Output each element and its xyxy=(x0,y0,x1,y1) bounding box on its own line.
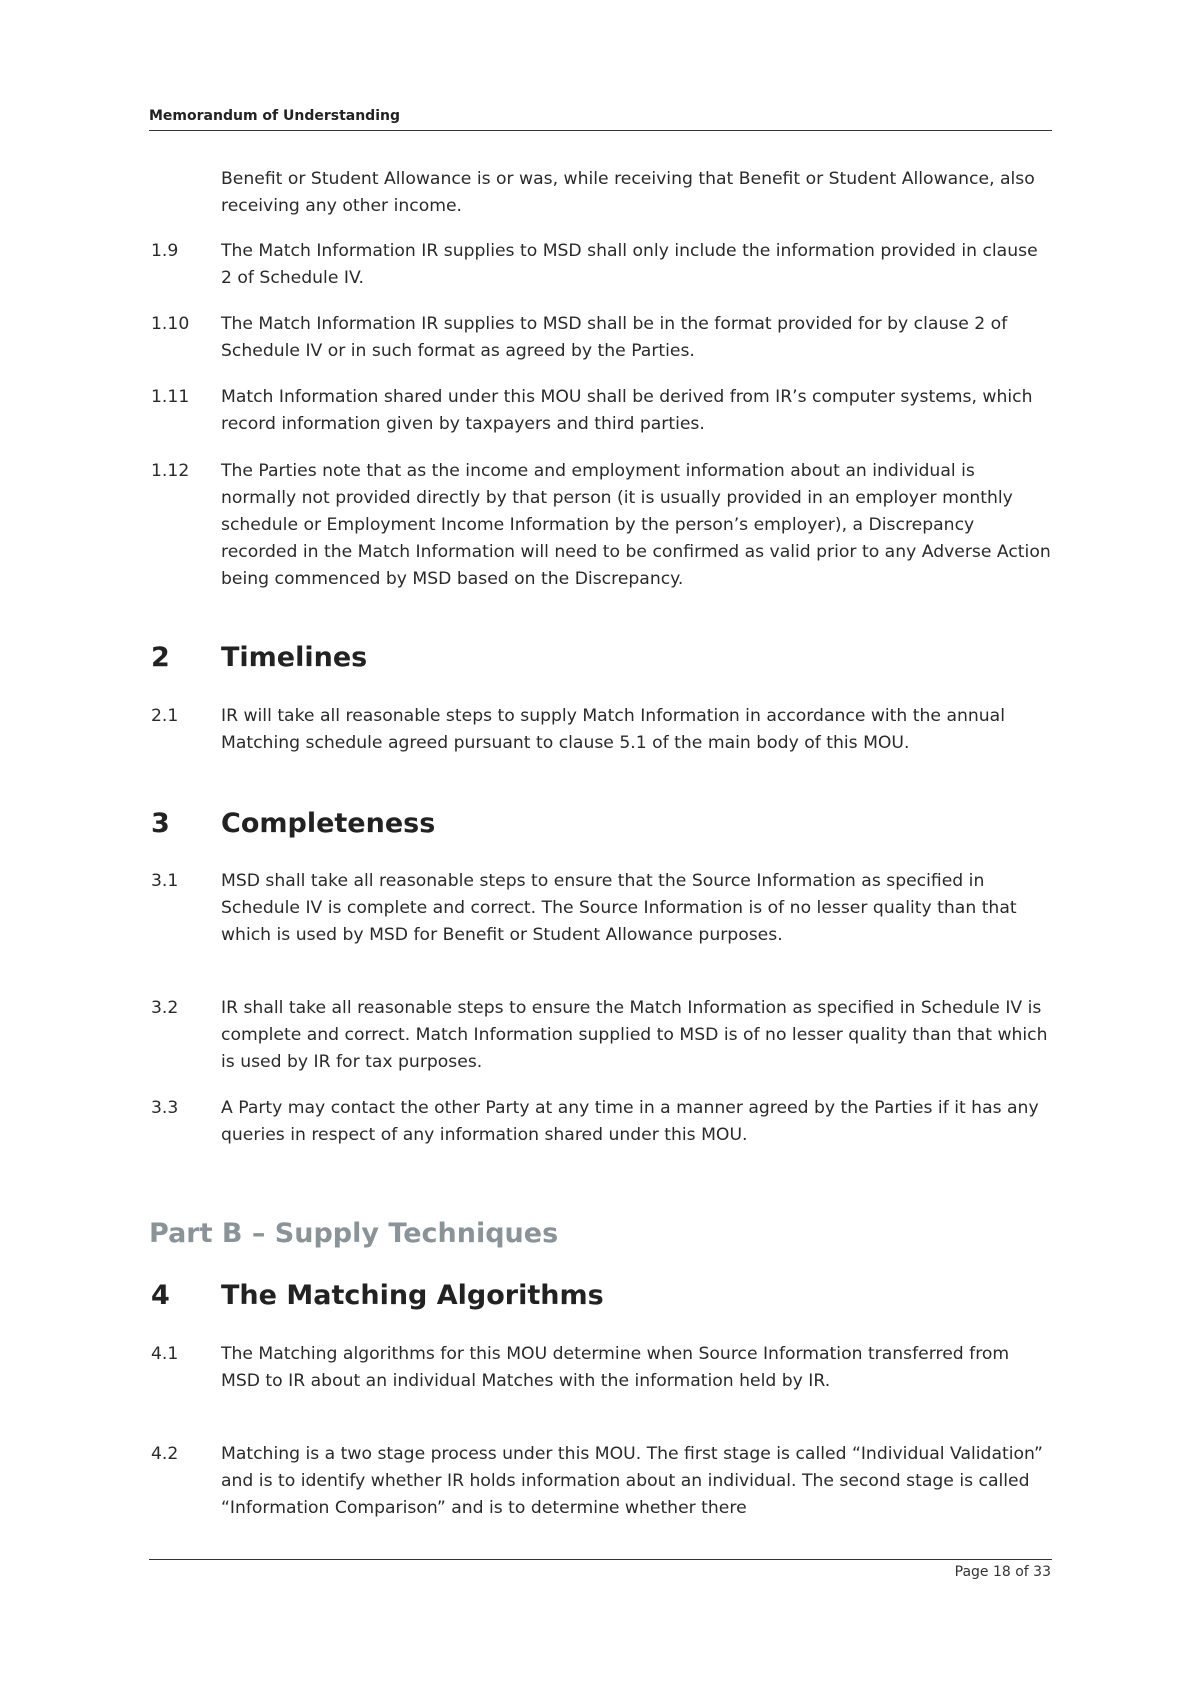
clause-1-9: 1.9 The Match Information IR supplies to MSD shall only include the information provided in clause 2 of Schedule IV. xyxy=(151,241,1038,288)
clause-3-3: 3.3 A Party may contact the other Party at any time in a manner agreed by the Parties if it has any queries in respect of any information shared under this MOU. xyxy=(151,1098,1039,1145)
part-heading: Part B – Supply Techniques xyxy=(149,1218,559,1249)
clause-4-1: 4.1 The Matching algorithms for this MOU determine when Source Information transferred from MSD to IR about an individual Matches with the information held by IR. xyxy=(151,1344,1010,1391)
clause-continuation: Benefit or Student Allowance is or was, while receiving that Benefit or Student Allowance, also receiving any other income. xyxy=(221,169,1035,216)
running-header: Memorandum of Understanding xyxy=(149,108,400,124)
clause-3-2: 3.2 IR shall take all reasonable steps to ensure the Match Information as specified in Schedule IV is complete and correct. Match Information supplied to MSD is of no lesser quality than that which is used by IR for tax purposes. xyxy=(151,998,1048,1072)
clause-3-1: 3.1 MSD shall take all reasonable steps to ensure that the Source Information as specified in Schedule IV is complete and correct. The Source Information is of no lesser quality than that which is used by MSD for Benefit or Student Allowance purposes. xyxy=(151,871,1017,945)
page-number: Page 18 of 33 xyxy=(954,1564,1051,1580)
footer-rule xyxy=(149,1559,1052,1560)
clause-1-10: 1.10 The Match Information IR supplies to MSD shall be in the format provided for by clause 2 of Schedule IV or in such format as agreed by the Parties. xyxy=(151,314,1008,361)
header-rule xyxy=(149,130,1052,131)
clause-2-1: 2.1 IR will take all reasonable steps to supply Match Information in accordance with the annual Matching schedule agreed pursuant to clause 5.1 of the main body of this MOU. xyxy=(151,706,1005,753)
section-heading-matching-algorithms: 4 The Matching Algorithms xyxy=(151,1280,604,1311)
clause-1-11: 1.11 Match Information shared under this MOU shall be derived from IR’s computer systems, which record information given by taxpayers and third parties. xyxy=(151,387,1033,434)
section-heading-completeness: 3 Completeness xyxy=(151,808,436,839)
clause-4-2: 4.2 Matching is a two stage process under this MOU. The first stage is called “Individual Validation” and is to identify whether IR holds information about an individual. The second stage is called “Information Comparison” and is to determine whether there xyxy=(151,1444,1043,1518)
clause-1-12: 1.12 The Parties note that as the income and employment information about an individual is normally not provided directly by that person (it is usually provided in an employer monthly schedule or Employment Income Information by the person’s employer), a Discrepancy recorded in the Match Information will need to be confirmed as valid prior to any Adverse Action being commenced by MSD based on the Discrepancy. xyxy=(151,461,1051,589)
section-heading-timelines: 2 Timelines xyxy=(151,642,368,673)
